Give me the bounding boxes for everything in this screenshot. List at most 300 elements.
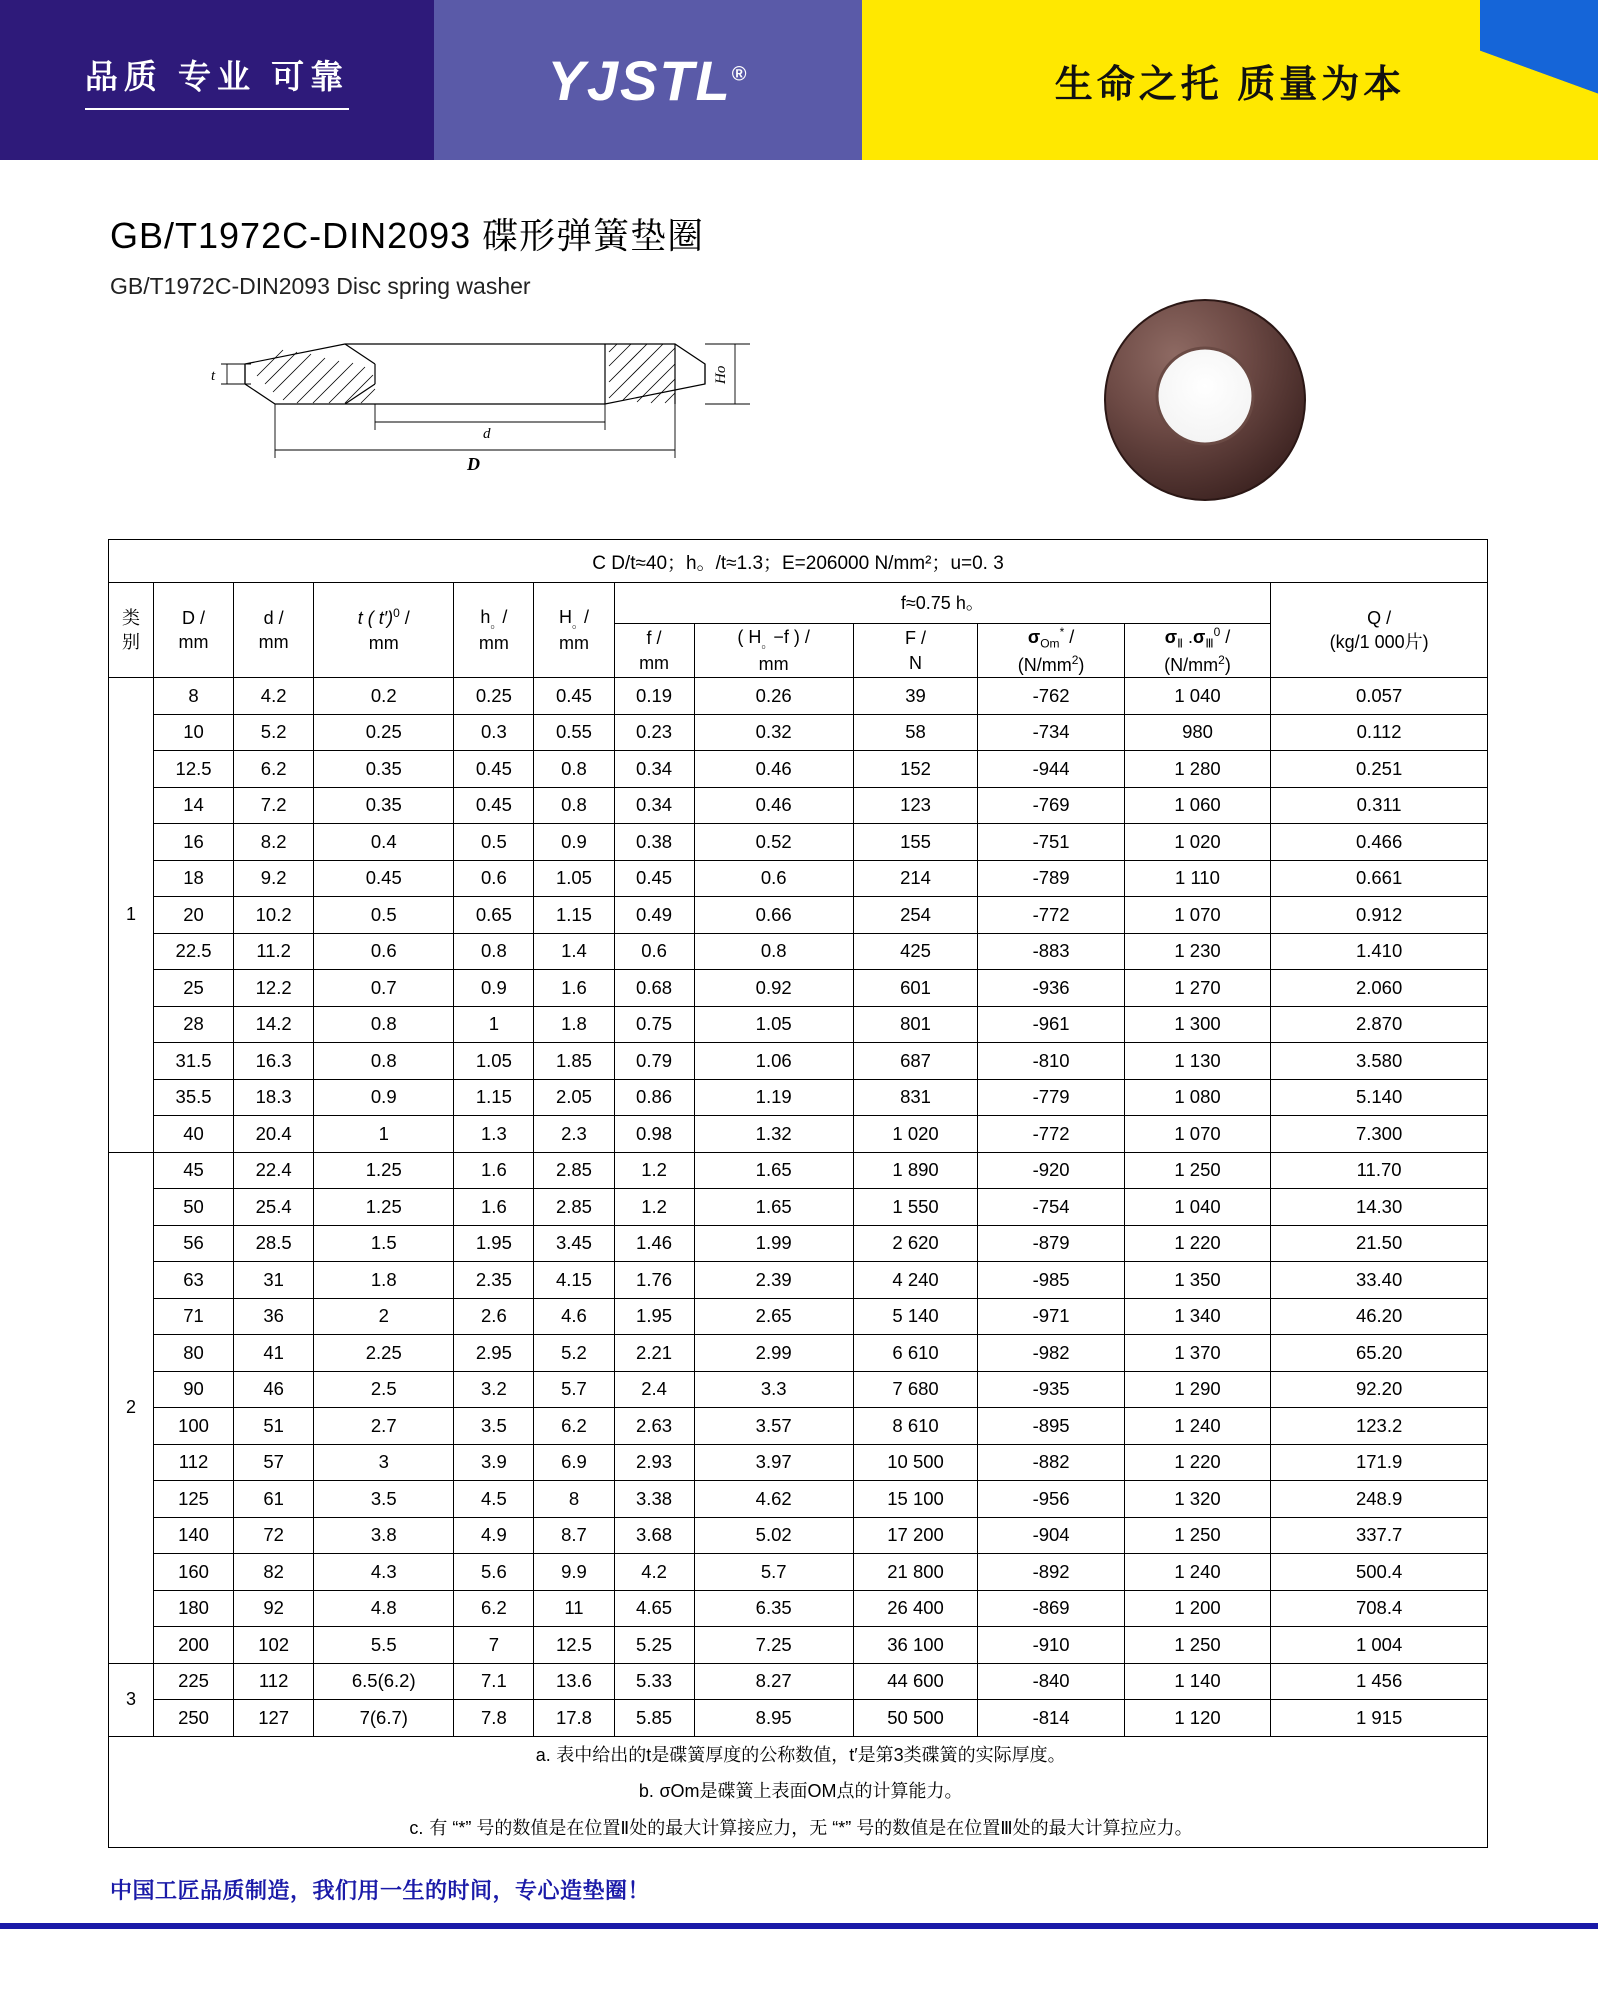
cell-Ho-minus-f: 1.32 (694, 1116, 853, 1153)
cell-sigma-om: -751 (978, 824, 1124, 861)
cell-t: 1.25 (314, 1152, 454, 1189)
cell-t: 0.7 (314, 970, 454, 1007)
note-b (109, 1773, 1487, 1810)
cell-sigma-om: -789 (978, 860, 1124, 897)
cell-Q: 1 004 (1271, 1627, 1488, 1664)
cell-sigma-om: -882 (978, 1444, 1124, 1481)
cell-ho: 0.45 (454, 787, 534, 824)
cell-Ho: 9.9 (534, 1554, 614, 1591)
cell-Ho-minus-f: 2.39 (694, 1262, 853, 1299)
cell-D: 100 (154, 1408, 234, 1445)
cell-sigma-2-3: 1 290 (1124, 1371, 1270, 1408)
cell-d: 102 (234, 1627, 314, 1664)
table-group-header-row (109, 583, 1488, 624)
table-row (109, 1700, 1488, 1737)
table-row (109, 1152, 1488, 1189)
cell-Ho-minus-f: 5.7 (694, 1554, 853, 1591)
cell-f: 0.19 (614, 678, 694, 715)
table-row (109, 1554, 1488, 1591)
brand-logo-text: YJSTL (547, 48, 732, 112)
cell-Ho-minus-f: 5.02 (694, 1517, 853, 1554)
cell-sigma-2-3: 1 300 (1124, 1006, 1270, 1043)
cell-Ho: 1.05 (534, 860, 614, 897)
cell-d: 112 (234, 1663, 314, 1700)
cell-d: 22.4 (234, 1152, 314, 1189)
col-header-Ho-minus-f: ( $H_。-f$ ) / mm (694, 624, 853, 678)
cell-F: 26 400 (853, 1590, 978, 1627)
note-a-text: 表中给出的t是碟簧厚度的公称数值，t′是第3类碟簧的实际厚度。 (556, 1744, 1066, 1765)
cell-F: 801 (853, 1006, 978, 1043)
cell-t: 4.8 (314, 1590, 454, 1627)
table-row (109, 824, 1488, 861)
cell-sigma-2-3: 1 270 (1124, 970, 1270, 1007)
cell-F: 123 (853, 787, 978, 824)
cell-d: 51 (234, 1408, 314, 1445)
cell-f: 2.63 (614, 1408, 694, 1445)
cell-Q: 0.112 (1271, 714, 1488, 751)
cell-Ho: 0.8 (534, 751, 614, 788)
cell-Q: 33.40 (1271, 1262, 1488, 1299)
note-c-label: c. (409, 1818, 424, 1839)
cell-Ho: 2.3 (534, 1116, 614, 1153)
cell-Ho: 2.85 (534, 1152, 614, 1189)
content-area (0, 208, 1598, 1905)
cell-f: 0.34 (614, 787, 694, 824)
note-b-label: b. (638, 1781, 654, 1802)
header-logo-banner (434, 0, 862, 160)
cell-Ho: 0.8 (534, 787, 614, 824)
col-header-group-f: f≈0.75 h。 (614, 583, 1271, 624)
cell-Ho: 4.15 (534, 1262, 614, 1299)
footer-slogan: 中国工匠品质制造，我们用一生的时间，专心造垫圈！ (110, 1878, 651, 1904)
cell-ho: 1.95 (454, 1225, 534, 1262)
cell-Q: 2.870 (1271, 1006, 1488, 1043)
cell-Q: 92.20 (1271, 1371, 1488, 1408)
col-header-category: 类 别 (109, 583, 154, 678)
cell-sigma-2-3: 1 060 (1124, 787, 1270, 824)
cell-t: 3.5 (314, 1481, 454, 1518)
cell-sigma-2-3: 1 240 (1124, 1408, 1270, 1445)
cell-d: 92 (234, 1590, 314, 1627)
cell-Q: 21.50 (1271, 1225, 1488, 1262)
cell-d: 14.2 (234, 1006, 314, 1043)
cell-d: 127 (234, 1700, 314, 1737)
cell-f: 0.75 (614, 1006, 694, 1043)
cell-Ho-minus-f: 1.99 (694, 1225, 853, 1262)
cell-D: 18 (154, 860, 234, 897)
cell-f: 1.46 (614, 1225, 694, 1262)
col-header-sigma-om: $\sigma_{Om}^*$ / $(N/mm^2)$ (978, 624, 1124, 678)
cell-Ho: 4.6 (534, 1298, 614, 1335)
col-header-D: D / mm (154, 583, 234, 678)
table-row (109, 1517, 1488, 1554)
cell-F: 1 890 (853, 1152, 978, 1189)
brand-logo (547, 48, 748, 113)
cell-F: 214 (853, 860, 978, 897)
drawing-label-t: t (211, 368, 216, 384)
disc-spring-product-photo (1100, 292, 1310, 507)
cell-d: 28.5 (234, 1225, 314, 1262)
table-row (109, 1444, 1488, 1481)
cell-D: 200 (154, 1627, 234, 1664)
cell-sigma-om: -814 (978, 1700, 1124, 1737)
cell-f: 0.45 (614, 860, 694, 897)
cell-F: 687 (853, 1043, 978, 1080)
cell-d: 9.2 (234, 860, 314, 897)
cell-ho: 0.8 (454, 933, 534, 970)
cell-Ho-minus-f: 1.05 (694, 1006, 853, 1043)
cell-Q: 708.4 (1271, 1590, 1488, 1627)
table-row (109, 1079, 1488, 1116)
cell-D: 8 (154, 678, 234, 715)
cell-ho: 3.9 (454, 1444, 534, 1481)
cell-Q: 11.70 (1271, 1152, 1488, 1189)
cell-Ho: 5.7 (534, 1371, 614, 1408)
cell-t: 1.8 (314, 1262, 454, 1299)
cell-Q: 123.2 (1271, 1408, 1488, 1445)
table-row (109, 1371, 1488, 1408)
cell-t: 0.35 (314, 751, 454, 788)
cell-Ho-minus-f: 0.92 (694, 970, 853, 1007)
cell-Ho: 2.05 (534, 1079, 614, 1116)
cell-D: 180 (154, 1590, 234, 1627)
cell-f: 4.2 (614, 1554, 694, 1591)
note-c-text: 有 “*” 号的数值是在位置Ⅱ处的最大计算接应力，无 “*” 号的数值是在位置Ⅲ处的最大计算拉应力。 (429, 1818, 1193, 1839)
cell-F: 8 610 (853, 1408, 978, 1445)
table-row (109, 1663, 1488, 1700)
col-header-sigma-2-3: $\sigma_Ⅱ$ $.\sigma_Ⅲ^0$ / $(N/mm^2)$ (1124, 624, 1270, 678)
cell-F: 4 240 (853, 1262, 978, 1299)
cell-D: 16 (154, 824, 234, 861)
cell-f: 5.25 (614, 1627, 694, 1664)
cell-F: 21 800 (853, 1554, 978, 1591)
cell-sigma-2-3: 1 040 (1124, 678, 1270, 715)
cell-D: 225 (154, 1663, 234, 1700)
cell-F: 50 500 (853, 1700, 978, 1737)
cell-Ho-minus-f: 0.8 (694, 933, 853, 970)
cell-sigma-2-3: 1 220 (1124, 1225, 1270, 1262)
cell-f: 0.34 (614, 751, 694, 788)
cell-sigma-2-3: 1 250 (1124, 1152, 1270, 1189)
cell-ho: 1.6 (454, 1152, 534, 1189)
cell-Q: 337.7 (1271, 1517, 1488, 1554)
table-row (109, 1116, 1488, 1153)
cell-Ho-minus-f: 6.35 (694, 1590, 853, 1627)
cell-F: 58 (853, 714, 978, 751)
cell-d: 46 (234, 1371, 314, 1408)
cell-d: 18.3 (234, 1079, 314, 1116)
cell-t: 0.25 (314, 714, 454, 751)
cell-d: 5.2 (234, 714, 314, 751)
cell-ho: 0.45 (454, 751, 534, 788)
cell-f: 0.38 (614, 824, 694, 861)
cell-f: 0.23 (614, 714, 694, 751)
cell-sigma-2-3: 1 250 (1124, 1627, 1270, 1664)
cell-Ho-minus-f: 0.46 (694, 751, 853, 788)
cell-Q: 7.300 (1271, 1116, 1488, 1153)
cell-D: 112 (154, 1444, 234, 1481)
cell-Q: 0.466 (1271, 824, 1488, 861)
cell-D: 50 (154, 1189, 234, 1226)
cell-sigma-om: -779 (978, 1079, 1124, 1116)
cell-Q: 500.4 (1271, 1554, 1488, 1591)
cell-ho: 2.95 (454, 1335, 534, 1372)
category-cell: 1 (109, 678, 154, 1153)
cell-ho: 4.5 (454, 1481, 534, 1518)
cell-ho: 0.5 (454, 824, 534, 861)
cell-sigma-om: -869 (978, 1590, 1124, 1627)
cell-ho: 0.3 (454, 714, 534, 751)
cell-t: 0.35 (314, 787, 454, 824)
cell-sigma-om: -920 (978, 1152, 1124, 1189)
cell-d: 10.2 (234, 897, 314, 934)
table-row (109, 1335, 1488, 1372)
cell-d: 72 (234, 1517, 314, 1554)
cell-f: 3.38 (614, 1481, 694, 1518)
cell-f: 0.68 (614, 970, 694, 1007)
cell-Q: 0.661 (1271, 860, 1488, 897)
cell-sigma-om: -910 (978, 1627, 1124, 1664)
cell-sigma-2-3: 1 120 (1124, 1700, 1270, 1737)
cell-Ho: 1.6 (534, 970, 614, 1007)
table-row (109, 1043, 1488, 1080)
cell-sigma-2-3: 1 200 (1124, 1590, 1270, 1627)
cell-ho: 5.6 (454, 1554, 534, 1591)
cell-Q: 0.311 (1271, 787, 1488, 824)
cell-f: 0.86 (614, 1079, 694, 1116)
cell-d: 4.2 (234, 678, 314, 715)
table-row (109, 1298, 1488, 1335)
drawing-label-Ho: Ho (713, 365, 729, 384)
disc-spring-technical-drawing (205, 322, 765, 487)
cell-sigma-2-3: 1 110 (1124, 860, 1270, 897)
cell-ho: 7.1 (454, 1663, 534, 1700)
cell-Ho-minus-f: 2.65 (694, 1298, 853, 1335)
cell-f: 0.49 (614, 897, 694, 934)
cell-sigma-om: -892 (978, 1554, 1124, 1591)
table-row (109, 1189, 1488, 1226)
cell-D: 10 (154, 714, 234, 751)
col-header-F: F / N (853, 624, 978, 678)
cell-t: 7(6.7) (314, 1700, 454, 1737)
cell-Ho-minus-f: 8.95 (694, 1700, 853, 1737)
cell-sigma-om: -936 (978, 970, 1124, 1007)
cell-f: 0.6 (614, 933, 694, 970)
cell-f: 1.2 (614, 1152, 694, 1189)
cell-t: 0.45 (314, 860, 454, 897)
cell-ho: 3.2 (454, 1371, 534, 1408)
cell-Ho-minus-f: 2.99 (694, 1335, 853, 1372)
cell-f: 4.65 (614, 1590, 694, 1627)
cell-Q: 46.20 (1271, 1298, 1488, 1335)
cell-F: 10 500 (853, 1444, 978, 1481)
cell-F: 36 100 (853, 1627, 978, 1664)
cell-ho: 1.15 (454, 1079, 534, 1116)
cell-Ho: 17.8 (534, 1700, 614, 1737)
cell-t: 4.3 (314, 1554, 454, 1591)
spec-table-head (109, 540, 1488, 678)
cell-Q: 0.912 (1271, 897, 1488, 934)
cell-sigma-2-3: 1 320 (1124, 1481, 1270, 1518)
cell-f: 5.33 (614, 1663, 694, 1700)
category-cell: 3 (109, 1663, 154, 1736)
cell-D: 14 (154, 787, 234, 824)
cell-Q: 1.410 (1271, 933, 1488, 970)
cell-sigma-om: -772 (978, 897, 1124, 934)
cell-sigma-om: -985 (978, 1262, 1124, 1299)
cell-Ho: 6.2 (534, 1408, 614, 1445)
cell-Q: 2.060 (1271, 970, 1488, 1007)
cell-Ho: 13.6 (534, 1663, 614, 1700)
cell-sigma-2-3: 1 140 (1124, 1663, 1270, 1700)
table-top-header-row (109, 540, 1488, 583)
cell-Ho: 12.5 (534, 1627, 614, 1664)
table-row (109, 1481, 1488, 1518)
cell-F: 39 (853, 678, 978, 715)
header-corner-decoration (1480, 0, 1598, 160)
cell-Ho-minus-f: 1.65 (694, 1152, 853, 1189)
note-a (109, 1737, 1487, 1774)
table-row (109, 1408, 1488, 1445)
cell-sigma-om: -879 (978, 1225, 1124, 1262)
cell-Ho: 2.85 (534, 1189, 614, 1226)
cell-sigma-2-3: 1 250 (1124, 1517, 1270, 1554)
cell-t: 0.8 (314, 1006, 454, 1043)
cell-f: 2.21 (614, 1335, 694, 1372)
cell-D: 40 (154, 1116, 234, 1153)
cell-Q: 1 456 (1271, 1663, 1488, 1700)
cell-Ho-minus-f: 3.97 (694, 1444, 853, 1481)
cell-Ho-minus-f: 0.46 (694, 787, 853, 824)
cell-sigma-om: -935 (978, 1371, 1124, 1408)
cell-t: 5.5 (314, 1627, 454, 1664)
cell-Ho-minus-f: 3.3 (694, 1371, 853, 1408)
cell-d: 16.3 (234, 1043, 314, 1080)
cell-D: 45 (154, 1152, 234, 1189)
cell-d: 82 (234, 1554, 314, 1591)
cell-D: 35.5 (154, 1079, 234, 1116)
cell-Q: 14.30 (1271, 1189, 1488, 1226)
cell-sigma-2-3: 1 070 (1124, 897, 1270, 934)
spec-table (108, 539, 1488, 1848)
cell-F: 425 (853, 933, 978, 970)
cell-sigma-2-3: 1 130 (1124, 1043, 1270, 1080)
cell-t: 2.7 (314, 1408, 454, 1445)
bottom-rule (0, 1923, 1598, 1929)
header-left-slogan: 品质 专业 可靠 (85, 51, 349, 110)
cell-t: 2 (314, 1298, 454, 1335)
note-c (109, 1810, 1487, 1847)
table-notes-row (109, 1736, 1488, 1848)
cell-ho: 0.6 (454, 860, 534, 897)
category-cell: 2 (109, 1152, 154, 1663)
cell-sigma-om: -772 (978, 1116, 1124, 1153)
cell-t: 1.5 (314, 1225, 454, 1262)
cell-Q: 0.057 (1271, 678, 1488, 715)
cell-Ho: 8 (534, 1481, 614, 1518)
cell-Ho: 8.7 (534, 1517, 614, 1554)
cell-D: 80 (154, 1335, 234, 1372)
cell-D: 22.5 (154, 933, 234, 970)
cell-ho: 2.35 (454, 1262, 534, 1299)
cell-ho: 1.3 (454, 1116, 534, 1153)
cell-d: 7.2 (234, 787, 314, 824)
cell-sigma-2-3: 1 230 (1124, 933, 1270, 970)
cell-sigma-2-3: 1 240 (1124, 1554, 1270, 1591)
cell-t: 0.9 (314, 1079, 454, 1116)
table-row (109, 678, 1488, 715)
cell-f: 1.76 (614, 1262, 694, 1299)
cell-Ho: 11 (534, 1590, 614, 1627)
cell-Q: 0.251 (1271, 751, 1488, 788)
cell-f: 5.85 (614, 1700, 694, 1737)
cell-t: 3 (314, 1444, 454, 1481)
cell-F: 1 550 (853, 1189, 978, 1226)
cell-t: 2.5 (314, 1371, 454, 1408)
table-row (109, 787, 1488, 824)
cell-Ho-minus-f: 0.32 (694, 714, 853, 751)
cell-ho: 2.6 (454, 1298, 534, 1335)
cell-t: 2.25 (314, 1335, 454, 1372)
cell-D: 12.5 (154, 751, 234, 788)
cell-ho: 1.6 (454, 1189, 534, 1226)
cell-D: 140 (154, 1517, 234, 1554)
cell-F: 7 680 (853, 1371, 978, 1408)
cell-Ho: 6.9 (534, 1444, 614, 1481)
table-row (109, 751, 1488, 788)
cell-Ho: 1.4 (534, 933, 614, 970)
table-row (109, 1262, 1488, 1299)
table-row (109, 970, 1488, 1007)
cell-ho: 0.65 (454, 897, 534, 934)
cell-d: 25.4 (234, 1189, 314, 1226)
cell-sigma-om: -754 (978, 1189, 1124, 1226)
cell-F: 831 (853, 1079, 978, 1116)
drawing-label-d: d (483, 426, 491, 442)
cell-sigma-2-3: 1 280 (1124, 751, 1270, 788)
cell-D: 160 (154, 1554, 234, 1591)
cell-F: 254 (853, 897, 978, 934)
cell-ho: 1.05 (454, 1043, 534, 1080)
cell-t: 0.4 (314, 824, 454, 861)
cell-ho: 4.9 (454, 1517, 534, 1554)
cell-Q: 1 915 (1271, 1700, 1488, 1737)
cell-sigma-om: -944 (978, 751, 1124, 788)
table-row (109, 1006, 1488, 1043)
cell-D: 31.5 (154, 1043, 234, 1080)
cell-Ho: 0.9 (534, 824, 614, 861)
cell-Ho-minus-f: 1.06 (694, 1043, 853, 1080)
cell-Q: 171.9 (1271, 1444, 1488, 1481)
cell-ho: 7 (454, 1627, 534, 1664)
cell-sigma-2-3: 1 070 (1124, 1116, 1270, 1153)
table-row (109, 714, 1488, 751)
cell-F: 5 140 (853, 1298, 978, 1335)
cell-F: 601 (853, 970, 978, 1007)
cell-f: 3.68 (614, 1517, 694, 1554)
cell-Q: 3.580 (1271, 1043, 1488, 1080)
cell-sigma-om: -904 (978, 1517, 1124, 1554)
cell-Ho: 1.15 (534, 897, 614, 934)
cell-ho: 0.25 (454, 678, 534, 715)
cell-sigma-om: -982 (978, 1335, 1124, 1372)
cell-f: 1.2 (614, 1189, 694, 1226)
cell-sigma-om: -961 (978, 1006, 1124, 1043)
cell-F: 155 (853, 824, 978, 861)
cell-sigma-om: -895 (978, 1408, 1124, 1445)
table-row (109, 933, 1488, 970)
page-title: GB/T1972C-DIN2093 碟形弹簧垫圈 (110, 215, 705, 256)
